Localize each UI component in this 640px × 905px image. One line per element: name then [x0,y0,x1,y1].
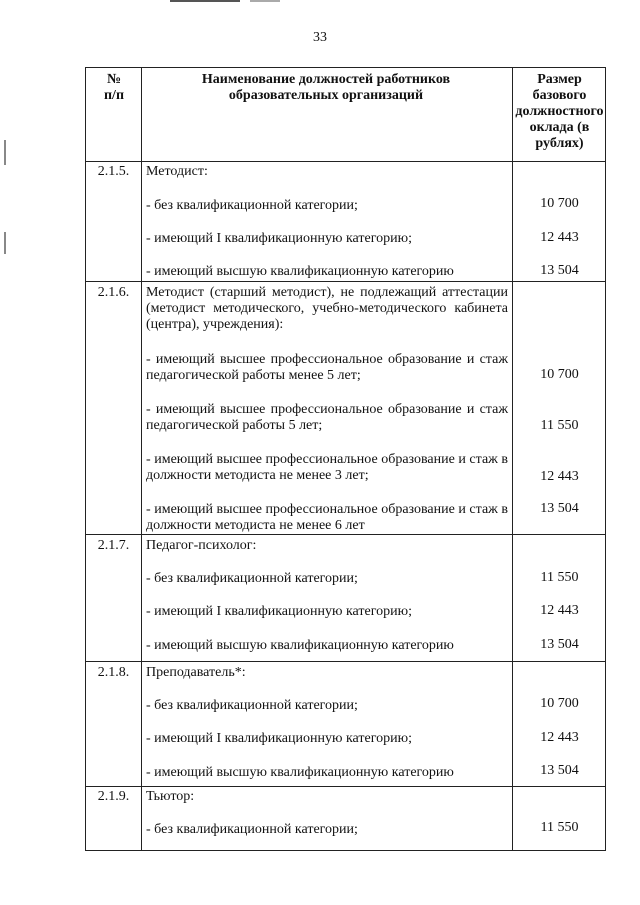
scan-artifact-top [170,0,240,2]
row-text: - имеющий I квалификационную категорию; [146,231,412,246]
row-text: - имеющий высшее профессиональное образование и стаж педагогической работы менее 5 лет; [146,352,508,383]
salary-table [85,67,606,851]
row-value: 12 443 [540,730,579,745]
row-divider [86,786,605,787]
row-value: 11 550 [540,570,579,585]
row-value: 12 443 [540,230,579,245]
row-value: 10 700 [540,696,579,711]
row-value: 13 504 [540,501,579,516]
row-text: - без квалификационной категории; [146,198,358,213]
row-divider [86,281,605,282]
row-value: 10 700 [540,196,579,211]
section-title: Методист (старший методист), не подлежащий аттестации (методист методического, учебно-методического кабинета (центра), учреждения): [146,285,508,332]
row-text: - имеющий высшую квалификационную категорию [146,765,454,780]
section-number: 2.1.9. [97,789,130,804]
row-divider [86,661,605,662]
row-text: - без квалификационной категории; [146,822,358,837]
row-text: - имеющий высшую квалификационную категорию [146,638,454,653]
row-value: 12 443 [540,469,579,484]
column-divider [141,68,142,850]
row-divider [86,534,605,535]
row-text: - имеющий высшую квалификационную категорию [146,264,454,279]
row-text: - имеющий I квалификационную категорию; [146,604,412,619]
row-text: - имеющий высшее профессиональное образование и стаж в должности методиста не менее 3 лет; [146,452,508,483]
scan-artifact-top [250,0,280,2]
section-number: 2.1.6. [97,285,130,300]
section-number: 2.1.5. [97,164,130,179]
header-position-name: Наименование должностей работников образовательных организаций [201,72,451,103]
row-text: - имеющий высшее профессиональное образование и стаж педагогической работы 5 лет; [146,402,508,433]
row-value: 11 550 [540,820,579,835]
row-value: 12 443 [540,603,579,618]
scan-artifact-left [4,232,6,254]
row-value: 13 504 [540,637,579,652]
header-number: № п/п [103,72,125,103]
row-value: 11 550 [540,418,579,433]
section-number: 2.1.7. [97,538,130,553]
header-salary: Размер базового должностного оклада (в рублях) [515,72,604,151]
row-value: 13 504 [540,763,579,778]
row-text: - без квалификационной категории; [146,698,358,713]
row-divider [86,161,605,162]
section-number: 2.1.8. [97,665,130,680]
section-title: Тьютор: [146,789,195,804]
row-text: - без квалификационной категории; [146,571,358,586]
row-text: - имеющий I квалификационную категорию; [146,731,412,746]
section-title: Преподаватель*: [146,665,246,680]
section-title: Педагог-психолог: [146,538,257,553]
section-title: Методист: [146,164,208,179]
page-number: 33 [313,30,327,45]
row-value: 10 700 [540,367,579,382]
row-text: - имеющий высшее профессиональное образование и стаж в должности методиста не менее 6 лет [146,502,508,533]
row-value: 13 504 [540,263,579,278]
scan-artifact-left [4,140,6,165]
